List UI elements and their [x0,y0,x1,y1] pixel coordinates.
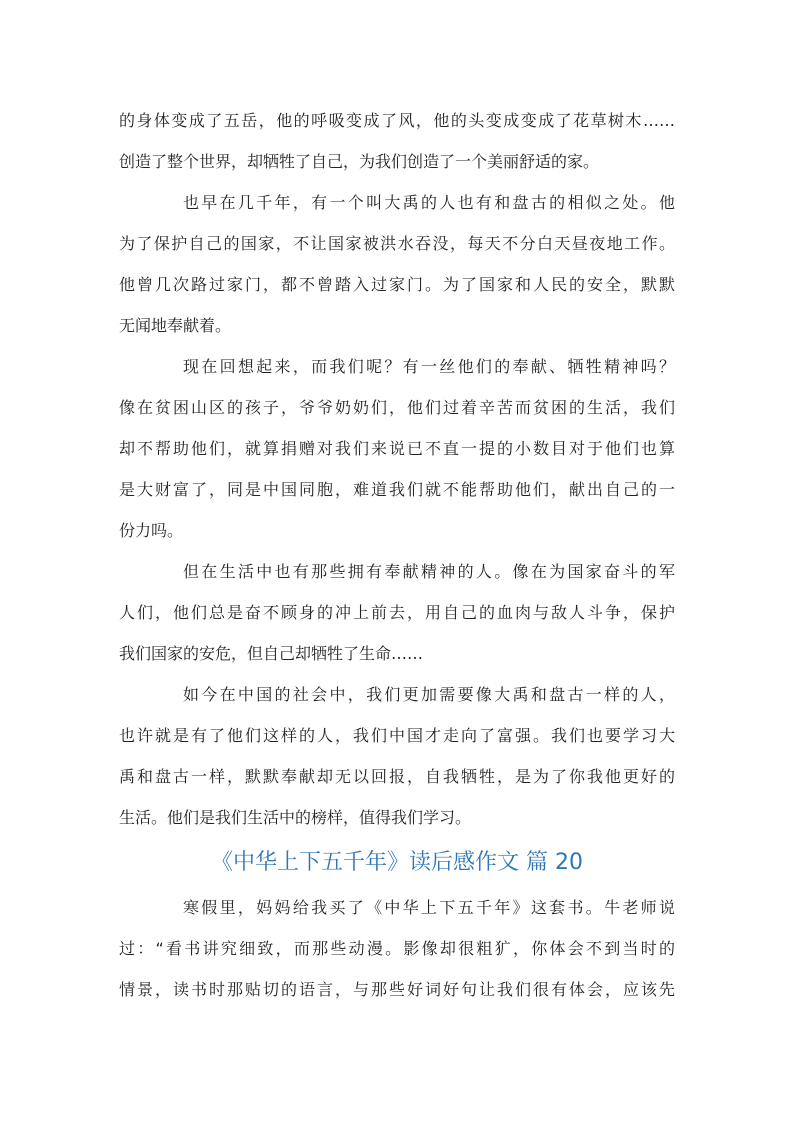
section-heading: 《中华上下五千年》读后感作文 篇 20 [211,850,583,875]
paragraph [119,100,675,182]
text-line: 过：“看书讲究细致，而那些动漫。影像却很粗犷，你体会不到当时的 [119,939,675,958]
document-body [119,100,675,1010]
text-line: 他曾几次路过家门，都不曾踏入过家门。为了国家和人民的安全，默默 [119,275,675,294]
text-line: 的身体变成了五岳，他的呼吸变成了风，他的头变成变成了花草树木…… [119,111,675,130]
text-line: 无闻地奉献着。 [119,316,232,335]
text-line: 是大财富了，同是中国同胞，难道我们就不能帮助他们，献出自己的一 [119,480,675,499]
paragraph [119,551,675,674]
text-line: 创造了整个世界，却牺牲了自己，为我们创造了一个美丽舒适的家。 [119,152,600,171]
text-line: 现在回想起来，而我们呢？有一丝他们的奉献、牺牲精神吗？ [183,357,675,376]
paragraph [119,674,675,838]
text-line: 我们国家的安危，但自己却牺牲了生命…… [119,644,424,663]
text-line: 禹和盘古一样，默默奉献却无以回报，自我牺牲，是为了你我他更好的 [119,767,675,786]
text-line: 也早在几千年，有一个叫大禹的人也有和盘古的相似之处。他 [183,193,675,212]
paragraph [119,346,675,551]
text-line: 如今在中国的社会中，我们更加需要像大禹和盘古一样的人， [183,685,675,704]
paragraph [119,887,675,1010]
text-line: 情景，读书时那贴切的语言，与那些好词好句让我们很有体会，应该先 [119,980,675,999]
text-line: 却不帮助他们，就算捐赠对我们来说已不直一提的小数目对于他们也算 [119,439,675,458]
paragraph [119,182,675,346]
text-line: 像在贫困山区的孩子，爷爷奶奶们，他们过着辛苦而贫困的生活，我们 [119,398,675,417]
text-line: 为了保护自己的国家，不让国家被洪水吞没，每天不分白天昼夜地工作。 [119,234,675,253]
text-line: 生活。他们是我们生活中的榜样，值得我们学习。 [119,808,472,827]
text-line: 份力吗。 [119,521,184,540]
text-line: 人们，他们总是奋不顾身的冲上前去，用自己的血肉与敌人斗争，保护 [119,603,675,622]
text-line: 寒假里，妈妈给我买了《中华上下五千年》这套书。牛老师说 [183,898,675,917]
text-line: 但在生活中也有那些拥有奉献精神的人。像在为国家奋斗的军 [183,562,675,581]
text-line: 也许就是有了他们这样的人，我们中国才走向了富强。我们也要学习大 [119,726,675,745]
